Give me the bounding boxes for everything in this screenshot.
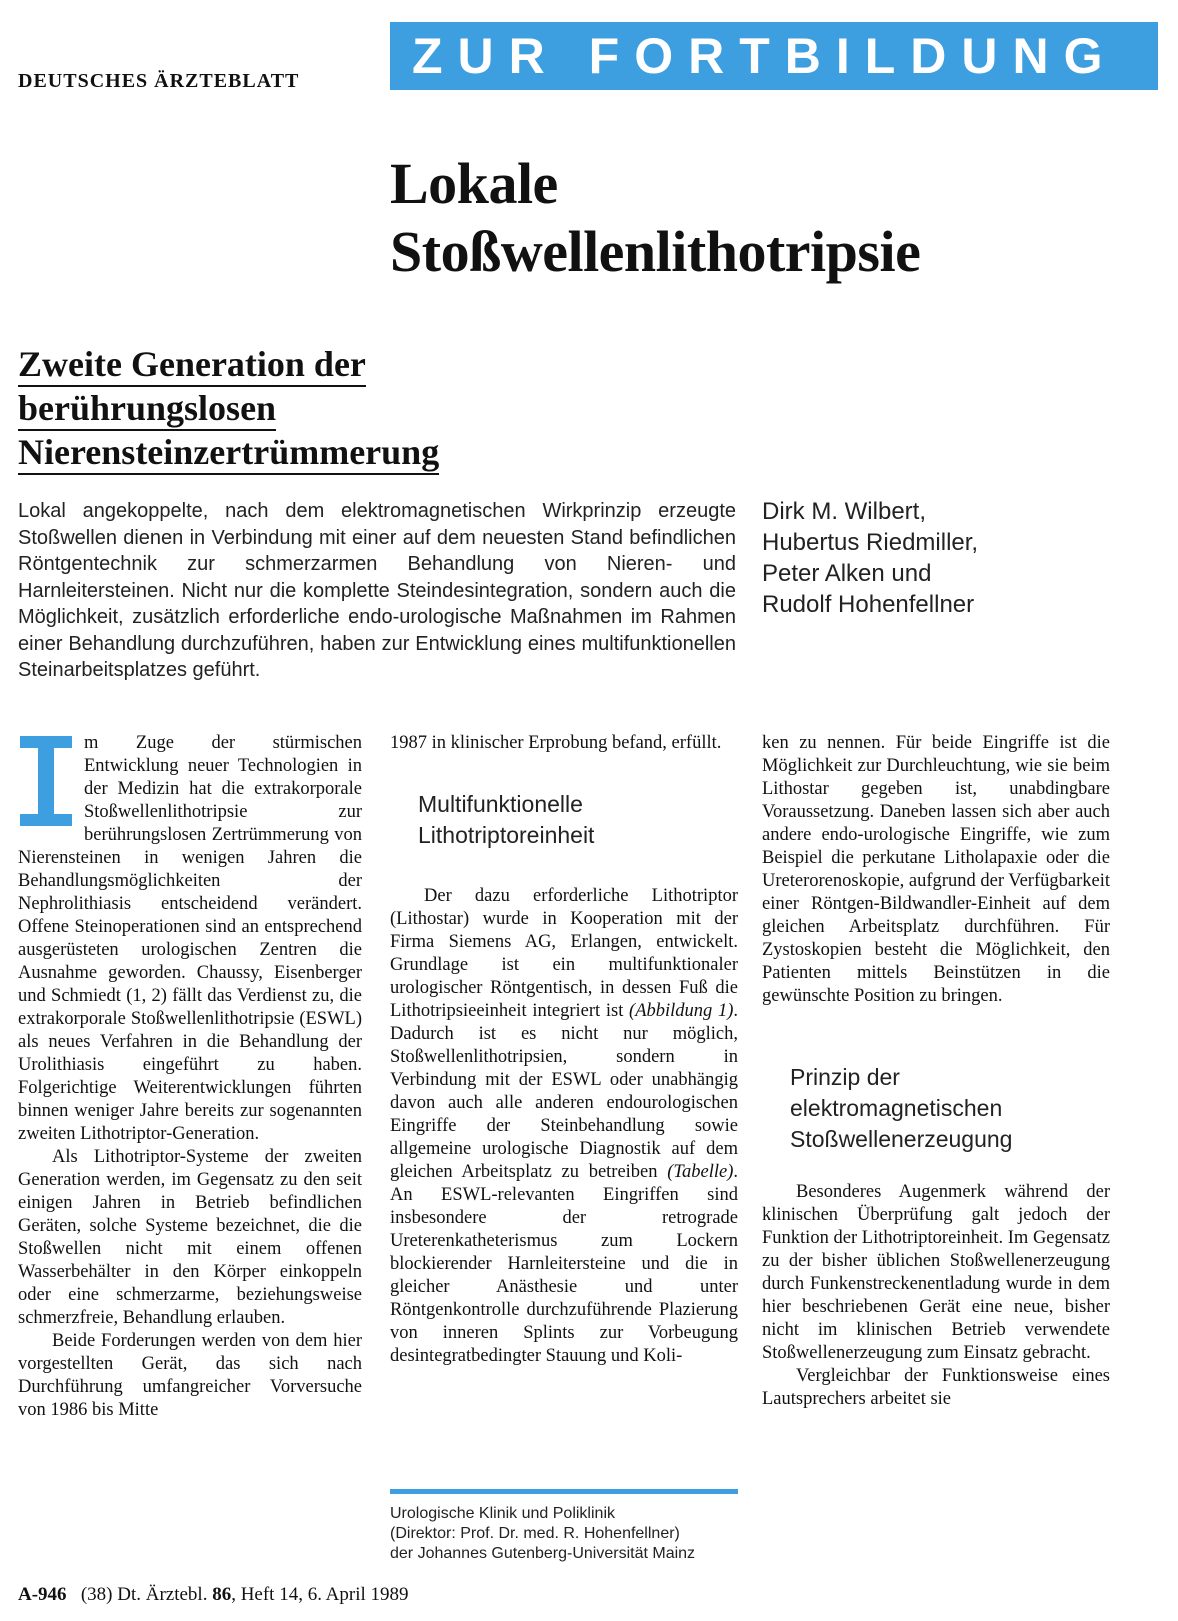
page-footer <box>18 1584 409 1606</box>
subtitle-line-3: Nierensteinzertrümmerung <box>18 432 439 475</box>
author-line-1: Dirk M. Wilbert, <box>762 498 926 525</box>
col1-paragraph-1: m Zuge der stürmischen Entwicklung neuer Technologien in der Medizin hat die extrakorporale Stoßwellenlithotripsie zur berührungslosen Zertrümmerung von Nierensteinen in wenigen Jahren die Behandlungsmöglichkeiten der Nephrolithiasis entscheidend verändert. Offene Steinoperationen sind an entsprechend ausgerüsteten urologischen Zentren die Ausnahme geworden. Chaussy, Eisenberger und Schmiedt (1, 2) fällt das Verdienst zu, die extrakorporale Stoßwellenlithotripsie (ESWL) als neues Verfahren in die Behandlung der Urolithiasis eingeführt zu haben. Folgerichtige Weiterentwicklungen führten binnen weniger Jahre bereits zur sogenannten zweiten Lithotriptor-Generation. <box>18 733 362 1144</box>
page-number: A-946 <box>18 1584 67 1605</box>
body-column-1 <box>18 732 362 1422</box>
author-affiliation <box>390 1504 695 1564</box>
heading-1-line-2: Lithotriptoreinheit <box>418 822 595 848</box>
col3-paragraph-2: Besonderes Augenmerk während der klinischen Überprüfung galt jedoch der Funktion der Lithotriptoreinheit. Im Gegensatz zu der bisher üblichen Stoßwellenerzeugung durch Funkenstreckenentladung wurde in dem hier beschriebenen Gerät eine neue, bisher nicht im klinischen Betrieb verwendete Stoßwellenerzeugung zum Einsatz gebracht. <box>762 1182 1110 1363</box>
issue-date: , Heft 14, 6. April 1989 <box>231 1584 409 1605</box>
affiliation-divider <box>390 1489 738 1494</box>
col1-paragraph-2: Als Lithotriptor-Systeme der zweiten Generation werden, im Gegensatz zu den seit einigen Jahren in Betrieb befindlichen Geräten, solche Systeme bezeichnet, die die Stoßwellen nicht mit einem offenen Wasserbehälter in den Körper einkoppeln oder eine schmerzarme, beziehungsweise schmerzfreie, Behandlung erlauben. <box>18 1147 362 1328</box>
journal-name: DEUTSCHES ÄRZTEBLATT <box>18 70 300 92</box>
author-line-4: Rudolf Hohenfellner <box>762 591 975 618</box>
col2-paragraph-2b: . Dadurch ist es nicht nur möglich, Stoßwellenlithotripsien, sondern in Verbindung mit der ESWL oder unabhängig davon auch alle anderen endourologischen Eingriffe der Steinbehandlung sowie allgemeine urologische Diagnostik auf dem gleichen Arbeitsplatz zu betreiben <box>390 1001 738 1182</box>
col3-paragraph-3: Vergleichbar der Funktionsweise eines Lautsprechers arbeitet sie <box>762 1366 1110 1409</box>
heading-1-line-1: Multifunktionelle <box>418 791 583 817</box>
affiliation-line-2: (Direktor: Prof. Dr. med. R. Hohenfellner) <box>390 1525 680 1542</box>
author-line-2: Hubertus Riedmiller, <box>762 529 979 556</box>
table-reference: (Tabelle) <box>667 1162 734 1182</box>
title-line-1: Lokale <box>390 151 558 216</box>
col2-paragraph-1: 1987 in klinischer Erprobung befand, erfüllt. <box>390 733 722 753</box>
col2-paragraph-2a: Der dazu erforderliche Lithotriptor (Lithostar) wurde in Kooperation mit der Firma Siemens AG, Erlangen, entwickelt. Grundlage ist ein multifunktionaler urologischer Röntgentisch, in dessen Fuß die Lithotripsieeinheit integriert ist <box>390 886 738 1021</box>
subtitle-line-1: Zweite Generation der <box>18 344 366 387</box>
abstract: Lokal angekoppelte, nach dem elektromagnetischen Wirkprinzip erzeugte Stoßwellen dienen in Verbindung mit einer auf dem neuesten Stand befindlichen Röntgentechnik zur schmerzarmen Behandlung von Nieren- und Harnleitersteinen. Nicht nur die komplette Steindesintegration, sondern auch die Möglichkeit, zusätzlich erforderliche endo-urologische Maßnahmen im Rahmen einer Behandlung durchzuführen, haben zur Entwicklung eines multifunktionellen Steinarbeitsplatzes geführt. <box>18 500 736 681</box>
affiliation-line-1: Urologische Klinik und Poliklinik <box>390 1505 615 1522</box>
title-line-2: Stoßwellenlithotripsie <box>390 219 921 284</box>
section-banner: ZUR FORTBILDUNG <box>390 22 1158 90</box>
article-title <box>390 150 920 286</box>
author-list <box>762 496 978 620</box>
drop-cap-shape <box>20 736 72 826</box>
affiliation-line-3: der Johannes Gutenberg-Universität Mainz <box>390 1545 696 1562</box>
col2-paragraph-2c: . An ESWL-relevanten Eingriffen sind insbesondere der retrograde Ureterenkatheterismus zum Lockern blockierender Harnleitersteine und die in gleicher Anästhesie und unter Röntgenkontrolle durchzuführende Plazierung von inneren Splints zur Vorbeugung desintegratbedingter Stauung und Koli- <box>390 1162 738 1366</box>
author-line-3: Peter Alken und <box>762 560 932 587</box>
heading-2-line-1: Prinzip der <box>790 1064 900 1090</box>
volume-number: 86 <box>212 1584 232 1605</box>
figure-reference: (Abbildung 1) <box>629 1001 734 1021</box>
issue-prefix: (38) Dt. Ärztebl. <box>80 1584 208 1605</box>
col2-paragraph-2 <box>390 885 738 1368</box>
heading-2-line-3: Stoßwellenerzeugung <box>790 1126 1013 1152</box>
subtitle-line-2: berührungslosen <box>18 388 276 431</box>
col1-paragraph-3: Beide Forderungen werden von dem hier vorgestellten Gerät, das sich nach Durchführung umfangreicher Vorversuche von 1986 bis Mitte <box>18 1331 362 1420</box>
heading-2-line-2: elektromagnetischen <box>790 1095 1003 1121</box>
col3-paragraph-1: ken zu nennen. Für beide Eingriffe ist die Möglichkeit zur Durchleuchtung, wie sie beim Lithostar gegeben ist, unabdingbare Voraussetzung. Daneben lassen sich aber auch andere endo-urologische Eingriffe, wie zum Beispiel die perkutane Litholapaxie oder die Ureterorenoskopie, aufgrund der Verfügbarkeit einer Röntgen-Bildwandler-Einheit auf dem gleichen Arbeitsplatz durchführen. Für Zystoskopien besteht die Möglichkeit, den Patienten mittels Beinstützen in die gewünschte Position zu bringen. <box>762 733 1110 1006</box>
body-column-2 <box>390 732 738 1368</box>
drop-cap-letter <box>18 734 74 828</box>
section-heading-multifunktionelle <box>418 789 738 851</box>
article-subtitle <box>18 342 439 474</box>
drop-cap-glyph <box>18 734 74 828</box>
body-column-3 <box>762 732 1110 1411</box>
section-heading-prinzip <box>790 1062 1110 1155</box>
